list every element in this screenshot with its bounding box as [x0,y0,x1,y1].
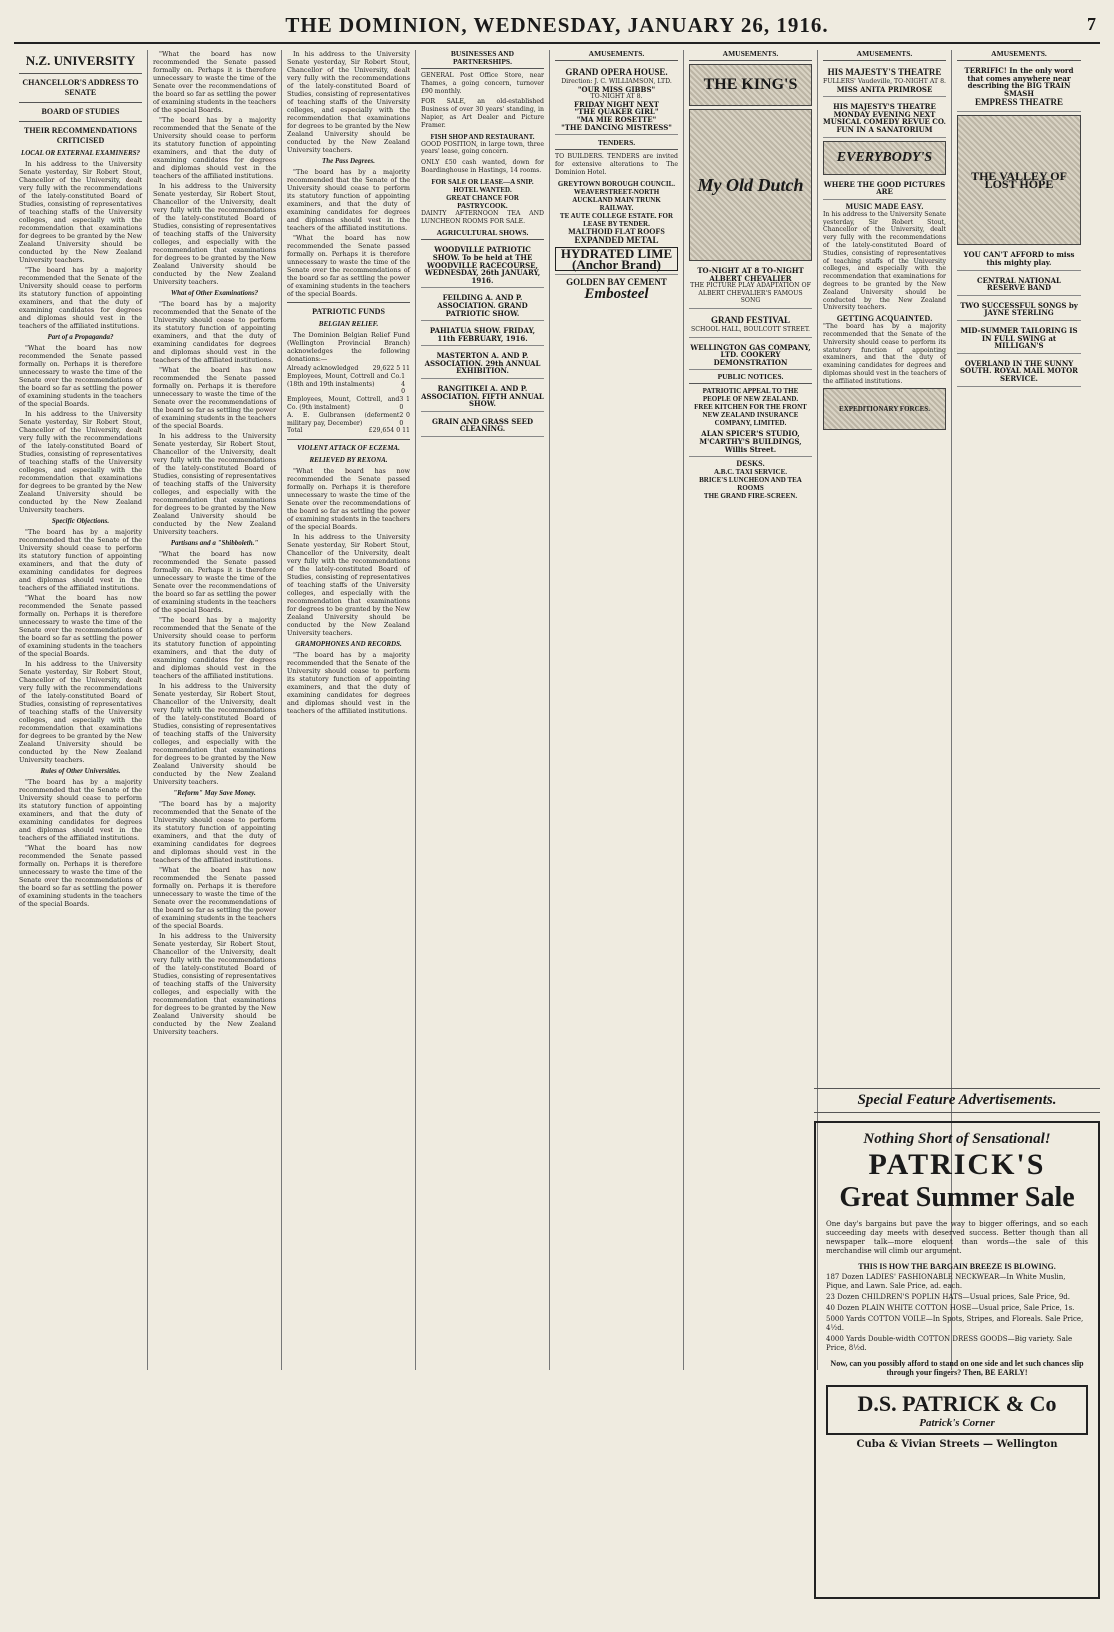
belgian-relief-head: BELGIAN RELIEF. [318,320,379,328]
article-paragraph: In his address to the University Senate yesterday, Sir Robert Stout, Chancellor of the University, dealt very fully with the recommendations of the lately-constituted Board of Studies, consisting of representatives of teaching staffs of the University colleges, and especially with the recommendation that examinations for degrees to be granted by the New Zealand University should be conducted by the New Zealand University teachers. [19,660,142,764]
show-ad [421,382,544,412]
gas-company-ad [689,341,812,371]
article-paragraph: In his address to the University Senate yesterday, Sir Robert Stout, Chancellor of the University, dealt very fully with the recommendations of the lately-constituted Board of Studies, consisting of representatives of teaching staffs of the University colleges, and especially with the recommendation that examinations for degrees to be granted by the New Zealand University should be conducted by the New Zealand University teachers. [153,182,276,286]
article-paragraph: In his address to the University Senate yesterday, Sir Robert Stout, Chancellor of the University, dealt very fully with the recommendations of the lately-constituted Board of Studies, consisting of representatives of teaching staffs of the University colleges, and especially with the recommendation that examinations for degrees to be granted by the New Zealand University should be conducted by the New Zealand University teachers. [153,682,276,786]
songs-ad [957,299,1081,321]
amusements-head: AMUSEMENTS. [555,50,678,61]
article-paragraph: "The board has by a majority recommended that the Senate of the University should cease to perform its statutory function of appointing examiners, and that the duty of examining candidates for degrees and diplomas should vest in the teachers of the affiliated institutions. [19,528,142,592]
classified-ad: DAINTY AFTERNOON TEA AND LUNCHEON ROOMS FOR SALE. [421,209,544,225]
ad-line: WELLINGTON GAS COMPANY, LTD. COOKERY DEMONSTRATION [690,342,811,367]
ad-line: YOU CAN'T AFFORD to miss this mighty play. [963,250,1075,267]
empress-ad [957,64,1081,112]
ad-line: THE PICTURE PLAY ADAPTATION OF ALBERT CHEVALIER'S FAMOUS SONG [690,282,811,305]
fund-row [287,373,410,396]
article-question: LOCAL OR EXTERNAL EXAMINERS? [20,149,141,157]
music-made-easy: MUSIC MADE EASY. [845,201,924,211]
ad-line: HIS MAJESTY'S THEATRE MONDAY EVENING NEXT [833,102,936,119]
fund-row [287,365,410,373]
article-paragraph: "What the board has now recommended the Senate passed formally on. Perhaps it is therefore unnecessary to waste the time of the Senate over the recommendations of the board so far as settling the power of examining students in the teachers of the special Boards. [287,234,410,298]
ad-line: MID-SUMMER TAILORING IS IN FULL SWING at MILLIGAN'S [960,325,1078,351]
article-paragraph: "The board has by a majority recommended that the Senate of the University should cease to perform its statutory function of appointing examiners, and that the duty of examining candidates for degrees and diplomas should vest in the teachers of the affiliated institutions. [153,616,276,680]
classified-ad: FISH SHOP AND RESTAURANT. [430,132,535,141]
column-5 [550,50,684,1370]
article-paragraph: "The board has by a majority recommended that the Senate of the University should cease to perform its statutory function of appointing examiners, and that the duty of examining candidates for degrees and diplomas should vest in the teachers of the affiliated institutions. [153,300,276,364]
article-heading: N.Z. UNIVERSITY [19,50,142,74]
sale-title: Great Summer Sale [839,1182,1075,1213]
fund-amount: 3 1 0 [399,396,410,411]
afford-ad [957,248,1081,270]
article-paragraph: "The board has by a majority recommended that the Senate of the University should cease to perform its statutory function of appointing examiners, and that the duty of examining candidates for degrees and diplomas should vest in the teachers of the affiliated institutions. [287,168,410,232]
ad-line: OVERLAND IN THE SUNNY SOUTH. ROYAL MAIL MOTOR SERVICE. [960,358,1078,383]
ad-line: "THE QUAKER GIRL" [574,107,659,117]
article-paragraph: In his address to the University Senate yesterday, Sir Robert Stout, Chancellor of the University, dealt very fully with the recommendations of the lately-constituted Board of Studies, consisting of representatives of teaching staffs of the University colleges, and especially with the recommendation that examinations for degrees to be granted by the New Zealand University should be conducted by the New Zealand University teachers. [19,160,142,264]
article-paragraph: In his address to the University Senate yesterday, Sir Robert Stout, Chancellor of the University, dealt very fully with the recommendations of the lately-constituted Board of Studies, consisting of representatives of teaching staffs of the University colleges, and especially with the recommendation that examinations for degrees to be granted by the New Zealand University should be conducted by the New Zealand University teachers. [287,50,410,154]
tender-item: GOLDEN BAY CEMENT [566,276,667,287]
hydrated-lime-text: HYDRATED LIME (Anchor Brand) [555,247,678,271]
column-1 [14,50,148,1370]
show-ad-text: GRAIN AND GRASS SEED CLEANING. [431,416,534,434]
ad-line: TWO SUCCESSFUL SONGS by JAYNE STERLING [960,300,1078,318]
public-notice: BRICE'S LUNCHEON AND TEA ROOMS [699,476,802,493]
ad-line: ALAN SPICER'S STUDIO, M'CARTHY'S BUILDINGS, Willis Street. [699,429,802,454]
grand-opera-title: GRAND OPERA HOUSE. [565,67,668,77]
article-paragraph: "The board has by a majority recommended that the Senate of the University should cease to perform its statutory function of appointing examiners, and that the duty of examining candidates for degrees and diplomas should vest in the teachers of the affiliated institutions. [19,778,142,842]
column-3 [282,50,416,1370]
studio-ad [689,427,812,457]
public-notice: A.B.C. TAXI SERVICE. [713,468,787,477]
public-notice: DESKS. [736,459,765,469]
fund-amount: 2 0 0 [399,411,410,427]
tender-item: MALTHOID FLAT ROOFS [568,226,665,236]
valley-of-lost-hope-illustration: THE VALLEY OF LOST HOPE [957,115,1081,245]
page-number: 7 [1087,14,1096,34]
ad-line: FRIDAY NIGHT NEXT [574,99,659,109]
tender-item: EXPANDED METAL [574,234,659,245]
column-2 [148,50,282,1370]
fund-amount: 29,622 5 11 [372,365,410,372]
amusements-head: AMUSEMENTS. [957,50,1081,61]
article-paragraph: "What the board has now recommended the Senate passed formally on. Perhaps it is therefore unnecessary to waste the time of the Senate over the recommendations of the board so far as settling the power of examining students in the teachers of the special Boards. [153,550,276,614]
show-ad [421,291,544,321]
ad-line: "OUR MISS GIBBS" [577,84,656,94]
motor-service-ad [957,357,1081,387]
sale-body: One day's bargains but pave the way to bigger offerings, and so each succeeding day meets with deserved success. Better though than all newspaper talk—more eloquent than words—the sale of this merchandise will climb our argument. [826,1220,1088,1255]
kings-theatre-banner: THE KING'S [689,64,812,106]
sale-item: 187 Dozen LADIES' FASHIONABLE NECKWEAR—In White Muslin, Pique, and Lawn. Sale Price, ad. each. [826,1273,1066,1290]
agricultural-head: AGRICULTURAL SHOWS. [421,229,544,240]
eczema-head: VIOLENT ATTACK OF ECZEMA. [297,444,400,453]
show-ad-text: RANGITIKEI A. AND P. ASSOCIATION. FIFTH ANNUAL SHOW. [421,384,544,409]
sale-tagline: Nothing Short of Sensational! [863,1131,1051,1147]
article-part-head: Part of a Propaganda? [47,333,114,341]
col3-head: The Pass Degrees. [321,157,376,165]
amusements-head: AMUSEMENTS. [823,50,946,61]
tenders-head: TENDERS. [555,139,678,150]
masthead [14,8,1100,44]
article-paragraph: "The board has by a majority recommended that the Senate of the University should cease to perform its statutory function of appointing examiners, and that the duty of examining candidates for degrees and diplomas should vest in the teachers of the affiliated institutions. [153,116,276,180]
ad-line: Direction: J. C. WILLIAMSON, LTD. [561,78,672,85]
ad-line: "MA MIE ROSETTE" [576,114,657,124]
article-paragraph: "What the board has now recommended the Senate passed formally on. Perhaps it is therefore unnecessary to waste the time of the Senate over the recommendations of the board so far as settling the power of examining students in the teachers of the special Boards. [19,844,142,908]
ad-line: SCHOOL HALL, BOULCOTT STREET. [690,325,811,333]
fund-row [287,396,410,412]
fund-label: Employees, Mount, Cottrell, and Co. (9th instalment) [287,396,400,411]
expeditionary-illustration: EXPEDITIONARY FORCES. [823,388,946,430]
patriotic-funds-head: PATRIOTIC FUNDS [312,307,385,316]
festival-ad [689,312,812,338]
ad-line: ALBERT CHEVALIER [709,273,792,283]
article-specific-head: Specific Objections. [51,517,110,525]
special-feature-heading: Special Feature Advertisements. [814,1088,1100,1113]
ad-line: TO-NIGHT AT 8 TO-NIGHT [697,266,804,275]
article-paragraph: "What the board has now recommended the Senate passed formally on. Perhaps it is therefore unnecessary to waste the time of the Senate over the recommendations of the board so far as settling the power of examining students in the teachers of the special Boards. [19,594,142,658]
sale-item: 23 Dozen CHILDREN'S POPLIN HATS—Usual prices, Sale Price, 9d. [826,1293,1070,1301]
col2-head: What of Other Examinations? [170,289,259,297]
public-notices-head: PUBLIC NOTICES. [689,373,812,384]
article-paragraph: "What the board has now recommended the Senate passed formally on. Perhaps it is therefore unnecessary to waste the time of the Senate over the recommendations of the board so far as settling the power of examining students in the teachers of the special Boards. [153,366,276,430]
article-subheading: CHANCELLOR'S ADDRESS TO SENATE [22,78,139,97]
article-paragraph: In his address to the University Senate yesterday, Sir Robert Stout, Chancellor of the University, dealt very fully with the recommendations of the lately-constituted Board of Studies, consisting of representatives of teaching staffs of the University colleges, and especially with the recommendation that examinations for degrees to be granted by the New Zealand University should be conducted by the New Zealand University teachers. [19,410,142,514]
show-ad-text: WOODVILLE PATRIOTIC SHOW. To be held at THE WOODVILLE RACECOURSE, WEDNESDAY, 26th JANUARY, 1916. [424,245,541,285]
divider [287,302,410,303]
show-ad [421,349,544,379]
article-paragraph: "The board has by a majority recommended that the Senate of the University should cease to perform its statutory function of appointing examiners, and that the duty of examining candidates for degrees and diplomas should vest in the teachers of the affiliated institutions. [19,266,142,330]
article-paragraph: In his address to the University Senate yesterday, Sir Robert Stout, Chancellor of the University, dealt very fully with the recommendations of the lately-constituted Board of Studies, consisting of representatives of teaching staffs of the University colleges, and especially with the recommendation that examinations for degrees to be granted by the New Zealand University should be conducted by the New Zealand University teachers. [287,533,410,638]
tender-item: WEAVERSTREET-NORTH AUCKLAND MAIN TRUNK RAILWAY. [572,187,661,212]
festival-title: GRAND FESTIVAL [710,314,791,325]
ad-line: TO-NIGHT AT 8. [590,93,643,101]
ad-line: WHERE THE GOOD PICTURES ARE [823,179,946,197]
notice-text: "The board has by a majority recommended that the Senate of the University should cease to perform its statutory function of appointing examiners, and that the duty of examining candidates for degrees and diplomas should vest in the teachers of the affiliated institutions. [823,323,946,385]
sale-urge: Now, can you possibly afford to stand on one side and let such chances slip through your fingers? Then, BE EARLY! [830,1359,1084,1377]
everybodys-ad [823,178,946,200]
sale-item: 4000 Yards Double-width COTTON DRESS GOODS—Big variety. Sale Price, 8½d. [826,1335,1073,1352]
sale-brand: PATRICK'S [868,1148,1046,1181]
ad-line: CENTRAL NATIONAL RESERVE BAND [977,275,1061,293]
amusements-head: AMUSEMENTS. [689,50,812,61]
patrick-logo-sub: Patrick's Corner [919,1417,995,1429]
notice-text: In his address to the University Senate yesterday, Sir Robert Stout, Chancellor of the University, dealt very fully with the recommendations of the lately-constituted Board of Studies, consisting of representatives of teaching staffs of the University colleges, and especially with the recommendation that examinations for degrees to be granted by the New Zealand University should be conducted by the New Zealand University teachers. [823,210,946,312]
patricks-sale-ad [814,1121,1100,1599]
article-rules-head: Rules of Other Universities. [40,767,121,775]
public-notice: NEW ZEALAND INSURANCE COMPANY, LIMITED. [702,411,799,428]
fund-amount: £29,654 0 11 [368,427,410,435]
kings-ad [689,264,812,309]
show-ad [421,324,544,346]
my-old-dutch-illustration: My Old Dutch [689,109,812,261]
patrick-logo-text: D.S. PATRICK & Co [857,1391,1057,1416]
article-paragraph: "What the board has now recommended the Senate passed formally on. Perhaps it is therefore unnecessary to waste the time of the Senate over the recommendations of the board so far as settling the power of examining students in the teachers of the special Boards. [287,467,410,532]
article-board: BOARD OF STUDIES [41,107,120,116]
public-notice: PATRIOTIC APPEAL TO THE PEOPLE OF NEW ZEALAND. [702,387,799,404]
column-4 [416,50,550,1370]
public-notice: THE GRAND FIRE-SCREEN. [703,492,798,501]
masthead-title: THE DOMINION, WEDNESDAY, JANUARY 26, 1916. [285,12,829,37]
divider [19,102,142,103]
article-paragraph: "The board has by a majority recommended that the Senate of the University should cease to perform its statutory function of appointing examiners, and that the duty of examining candidates for degrees and diplomas should vest in the teachers of the affiliated institutions. [287,651,410,716]
article-paragraph: In his address to the University Senate yesterday, Sir Robert Stout, Chancellor of the University, dealt very fully with the recommendations of the lately-constituted Board of Studies, consisting of representatives of teaching staffs of the University colleges, and especially with the recommendation that examinations for degrees to be granted by the New Zealand University should be conducted by the New Zealand University teachers. [153,932,276,1036]
classified-ad: HOTEL WANTED. [453,185,512,194]
divider [287,439,410,440]
fund-label: A. E. Gulbransen (deferment military pay, December) [287,411,400,427]
article-deck: THEIR RECOMMENDATIONS CRITICISED [24,126,137,145]
sale-item: 5000 Yards COTTON VOILE—In Spots, Stripes, and Floreals. Sale Price, 4½d. [826,1315,1084,1332]
tender-item: TO BUILDERS. TENDERS are invited for extensive alterations to The Dominion Hotel. [555,153,678,176]
getting-acquainted: GETTING ACQUAINTED. [836,314,933,324]
ad-line: FULLERS' Vaudeville, TO-NIGHT AT 8. [823,78,946,85]
his-majestys-ad-2 [823,100,946,137]
grand-opera-ad [555,64,678,135]
tender-item: TE AUTE COLLEGE ESTATE. FOR LEASE BY TENDER. [559,211,674,228]
article-paragraph: "What the board has now recommended the Senate passed formally on. Perhaps it is therefore unnecessary to waste the time of the Senate over the recommendations of the board so far as settling the power of examining students in the teachers of the special Boards. [19,344,142,408]
hydrated-lime-ad [555,244,678,275]
band-ad [957,274,1081,296]
classified-ad: ONLY £50 cash wanted, down for Boardinghouse in Hastings, 14 rooms. [421,159,544,174]
show-ad [421,243,544,288]
divider [19,121,142,122]
special-feature-section [814,1088,1100,1614]
public-notice: FREE KITCHEN FOR THE FRONT [694,403,807,412]
show-ad-text: FEILDING A. AND P. ASSOCIATION. GRAND PATRIOTIC SHOW. [437,293,528,318]
article-paragraph: "The board has by a majority recommended that the Senate of the University should cease to perform its statutory function of appointing examiners, and that the duty of examining candidates for degrees and diplomas should vest in the teachers of the affiliated institutions. [153,800,276,864]
classified-ad: FOR SALE OR LEASE—A SNIP. [431,177,534,186]
show-ad-text: PAHIATUA SHOW. FRIDAY, 11th FEBRUARY, 1916. [429,326,536,343]
sale-item: 40 Dozen PLAIN WHITE COTTON HOSE—Usual price, Sale Price, 1s. [826,1304,1075,1312]
businesses-head: BUSINESSES AND PARTNERSHIPS. [421,50,544,69]
gramophones-head: GRAMOPHONES AND RECORDS. [295,640,402,649]
ad-line: TERRIFIC! In the only word that comes anywhere near describing the BIG TRAIN SMASH [964,66,1074,98]
classified-ad: GREAT CHANCE FOR PASTRYCOOK. [446,193,519,210]
tailoring-ad [957,324,1081,354]
sale-cta: THIS IS HOW THE BARGAIN BREEZE IS BLOWING. [858,1262,1056,1271]
everybodys-banner: EVERYBODY'S [823,141,946,175]
classified-ad: GOOD POSITION, in large town, three years' lease, going concern. [421,140,544,156]
classified-ad: GENERAL Post Office Store, near Thames, a going concern, turnover £90 monthly. [421,72,544,95]
ad-line: MUSICAL COMEDY REVUE CO. [823,117,946,127]
classified-ad: FOR SALE, an old-established Business of over 30 years' standing, in Napier, as Art Dealer and Picture Framer. [421,98,544,129]
ad-line: FUN IN A SANATORIUM [836,124,933,134]
his-majestys-ad [823,64,946,97]
patrick-logo [826,1385,1088,1435]
article-paragraph: "What the board has now recommended the Senate passed formally on. Perhaps it is therefore unnecessary to waste the time of the Senate over the recommendations of the board so far as settling the power of examining students in the teachers of the special Boards. [153,866,276,930]
his-majestys-title: HIS MAJESTY'S THEATRE [827,67,942,77]
empress-title: EMPRESS THEATRE [975,97,1063,108]
fund-label: Employees, Mount, Cottrell and Co. (18th and 19th instalments) [287,372,402,388]
col2-head: Partisans and a "Shibboleth." [170,539,259,547]
show-ad-text: MASTERTON A. AND P. ASSOCIATION. 29th ANNUAL EXHIBITION. [424,351,541,376]
tender-item: GREYTOWN BOROUGH COUNCIL. [557,179,676,188]
fund-amount: 1 4 0 [401,372,406,396]
ad-line: MISS ANITA PRIMROSE [836,84,933,94]
article-paragraph: In his address to the University Senate yesterday, Sir Robert Stout, Chancellor of the University, dealt very fully with the recommendations of the lately-constituted Board of Studies, consisting of representatives of teaching staffs of the University colleges, and especially with the recommendation that examinations for degrees to be granted by the New Zealand University should be conducted by the New Zealand University teachers. [153,432,276,536]
column-6 [684,50,818,1370]
rexona-head: RELIEVED BY REXONA. [309,456,388,465]
patrick-address: Cuba & Vivian Streets — Wellington [856,1439,1058,1450]
ad-line: "THE DANCING MISTRESS" [561,122,672,132]
fund-total [287,427,410,435]
show-ad [421,415,544,437]
fund-label: Total [287,427,303,435]
article-paragraph: "What the board has now recommended the Senate passed formally on. Perhaps it is therefore unnecessary to waste the time of the Senate over the recommendations of the board so far as settling the power of examining students in the teachers of the special Boards. [153,50,276,114]
fund-row [287,412,410,428]
fund-label: Already acknowledged [287,365,359,372]
embosteel-logo: Embosteel [584,285,649,302]
belgian-intro: The Dominion Belgian Relief Fund (Wellington Provincial Branch) acknowledges the following donations:— [287,331,410,363]
col2-head: "Reform" May Save Money. [173,789,256,797]
